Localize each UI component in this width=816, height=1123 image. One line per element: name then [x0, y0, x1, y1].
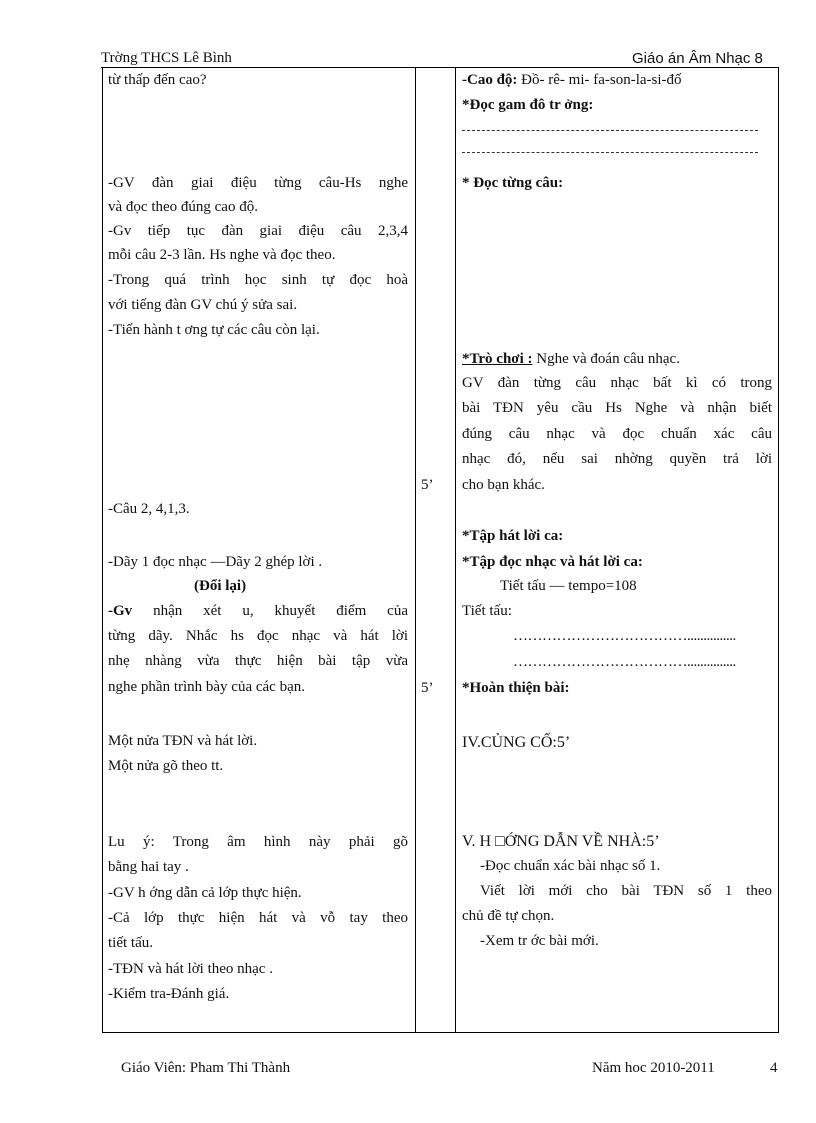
right-heading: *Hoàn thiện bài: — [462, 680, 570, 696]
right-heading: * Đọc từng câu: — [462, 175, 564, 191]
header-subject: Giáo án Âm Nhạc 8 — [632, 50, 763, 67]
right-line: Tiết tấu: — [462, 603, 512, 619]
section-heading: IV.CỦNG CỐ:5’ — [462, 734, 571, 751]
column-divider-right — [455, 67, 456, 1032]
left-line: Lu ý: Trong âm hình này phải gõ — [108, 834, 408, 850]
right-line-rest: Nghe và đoán câu nhạc. — [532, 351, 680, 367]
left-line: -Kiểm tra-Đánh giá. — [108, 986, 230, 1002]
right-line: GV đàn từng câu nhạc bất kì có trong — [462, 375, 772, 391]
gv-label: -Gv — [108, 603, 133, 619]
right-line — [462, 71, 772, 89]
left-line: mỗi câu 2-3 lần. Hs nghe và đọc theo. — [108, 247, 336, 263]
left-line: từ thấp đến cao? — [108, 72, 207, 88]
left-line: -Trong quá trình học sinh tự đọc hoà — [108, 272, 408, 288]
left-line-bold: (Đổi lại) — [194, 578, 247, 594]
right-line: -Đọc chuẩn xác bài nhạc số 1. — [480, 858, 661, 874]
footer-page-number: 4 — [770, 1060, 778, 1076]
dotted-line: ………………………………............... — [513, 654, 736, 670]
right-line: -Xem tr ớc bài mới. — [480, 933, 599, 949]
right-line: đúng câu nhạc và đọc chuẩn xác câu — [462, 426, 772, 442]
cao-do-label: -Cao độ: — [462, 72, 518, 88]
dashed-rule — [462, 130, 758, 131]
left-line — [108, 602, 408, 620]
right-heading: *Tập đọc nhạc và hát lời ca: — [462, 554, 643, 570]
left-line: với tiếng đàn GV chú ý sửa sai. — [108, 297, 298, 313]
left-line: Một nửa TĐN và hát lời. — [108, 733, 258, 749]
left-line-rest: nhận xét u, khuyết điểm của — [132, 603, 408, 619]
footer-teacher: Giáo Viên: Pham Thi Thành — [121, 1060, 291, 1076]
left-line: nghe phần trình bày của các bạn. — [108, 679, 305, 695]
right-line — [462, 350, 772, 368]
time-label: 5’ — [421, 477, 434, 493]
header-school: Trờng THCS Lê Bình — [101, 50, 232, 66]
dashed-rule — [462, 152, 758, 153]
left-line: -Gv tiếp tục đàn giai điệu câu 2,3,4 — [108, 223, 408, 239]
left-line: nhẹ nhàng vừa thực hiện bài tập vừa — [108, 653, 408, 669]
footer-year: Năm hoc 2010-2011 — [592, 1060, 715, 1076]
column-divider-left — [415, 67, 416, 1032]
right-line: Viết lời mới cho bài TĐN số 1 theo — [480, 883, 772, 899]
dotted-line: ………………………………............... — [513, 628, 736, 644]
left-line: và đọc theo đúng cao độ. — [108, 199, 258, 215]
right-heading: *Đọc gam đô tr ởng: — [462, 97, 594, 113]
right-line: nhạc đó, nếu sai nhờng quyền trả lời — [462, 451, 772, 467]
tempo-line: Tiết tấu — tempo=108 — [500, 578, 637, 594]
left-line: Một nửa gõ theo tt. — [108, 758, 224, 774]
right-heading: *Tập hát lời ca: — [462, 528, 564, 544]
right-line: bài TĐN yêu cầu Hs Nghe và nhận biết — [462, 400, 772, 416]
left-line: bằng hai tay . — [108, 859, 189, 875]
right-line-rest: Đồ- rê- mi- fa-son-la-si-đố — [517, 72, 682, 88]
left-line: -TĐN và hát lời theo nhạc . — [108, 961, 273, 977]
game-label: *Trò chơi : — [462, 351, 533, 367]
left-line: -GV đàn giai điệu từng câu-Hs nghe — [108, 175, 408, 191]
time-label: 5’ — [421, 680, 434, 696]
left-line: -Cả lớp thực hiện hát và vỗ tay theo — [108, 910, 408, 926]
left-line: -Tiến hành t ơng tự các câu còn lại. — [108, 322, 320, 338]
left-line: -GV h ớng dẫn cả lớp thực hiện. — [108, 885, 302, 901]
left-line: tiết tấu. — [108, 935, 153, 951]
section-heading: V. H □ỚNG DẪN VỀ NHÀ:5’ — [462, 833, 660, 850]
left-line: từng dãy. Nhắc hs đọc nhạc và hát lời — [108, 628, 408, 644]
right-line: cho bạn khác. — [462, 477, 545, 493]
left-line: -Câu 2, 4,1,3. — [108, 501, 190, 517]
left-line: -Dãy 1 đọc nhạc —Dãy 2 ghép lời . — [108, 554, 323, 570]
right-line: chủ đề tự chọn. — [462, 908, 555, 924]
